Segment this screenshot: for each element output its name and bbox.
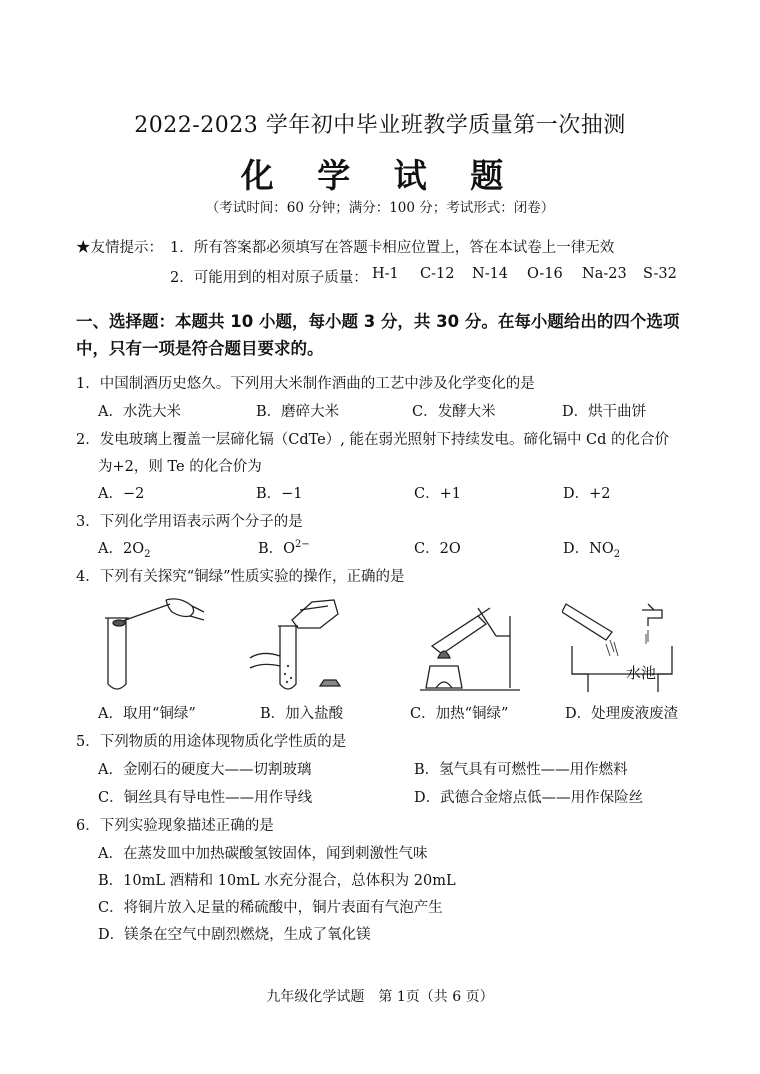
question-4-stem: 4．下列有关探究“铜绿”性质实验的操作，正确的是 xyxy=(76,569,405,585)
tip-2: 2．可能用到的相对原子质量： xyxy=(170,270,368,286)
tips-label: ★友情提示： xyxy=(76,240,163,256)
question-4-option-c: C．加热“铜绿” xyxy=(410,706,509,722)
exam-title: 2022-2023 学年初中毕业班教学质量第一次抽测 xyxy=(134,113,626,138)
question-5-option-b: B．氢气具有可燃性——用作燃料 xyxy=(414,762,628,778)
figure-sink-icon xyxy=(562,596,682,696)
question-4-option-b: B．加入盐酸 xyxy=(260,706,344,722)
atomic-mass: Na-23 xyxy=(582,266,627,282)
superscript: 2− xyxy=(295,539,310,551)
option-text: A．2O xyxy=(98,541,145,557)
question-4-option-d: D．处理废液废渣 xyxy=(565,706,679,722)
question-6-option-a: A．在蒸发皿中加热碳酸氢铵固体，闻到刺激性气味 xyxy=(98,846,428,862)
atomic-mass: H-1 xyxy=(372,266,399,282)
sink-label: 水池 xyxy=(626,664,657,682)
question-1-option-a: A．水洗大米 xyxy=(98,404,181,420)
question-2-stem: 2．发电玻璃上覆盖一层碲化镉（CdTe）, 能在弱光照射下持续发电。碲化镉中 Cd 的化合价 xyxy=(76,432,670,448)
question-3-stem: 3．下列化学用语表示两个分子的是 xyxy=(76,514,303,530)
question-2-option-d: D．+2 xyxy=(563,486,611,502)
subscript: 2 xyxy=(613,548,621,560)
subject-title: 化 学 试 题 xyxy=(240,156,520,195)
question-6-option-b: B．10mL 酒精和 10mL 水充分混合，总体积为 20mL xyxy=(98,873,456,889)
question-6-option-c: C．将铜片放入足量的稀硫酸中，铜片表面有气泡产生 xyxy=(98,900,443,916)
exam-info: （考试时间：60 分钟；满分：100 分；考试形式：闭卷） xyxy=(205,200,555,216)
atomic-mass: C-12 xyxy=(420,266,455,282)
question-3-option-d xyxy=(563,537,620,560)
question-2-option-b: B．−1 xyxy=(256,486,303,502)
tip-1: 1．所有答案都必须填写在答题卡相应位置上，答在本试卷上一律无效 xyxy=(170,240,615,256)
question-2-option-a: A．−2 xyxy=(98,486,145,502)
subscript: 2 xyxy=(144,548,151,560)
atomic-mass: N-14 xyxy=(472,266,509,282)
question-6-stem: 6．下列实验现象描述正确的是 xyxy=(76,818,274,834)
figure-heat-powder-icon xyxy=(416,596,526,696)
question-1-option-d: D．烘干曲饼 xyxy=(562,404,647,420)
question-3-option-a xyxy=(98,537,150,560)
atomic-mass: S-32 xyxy=(643,266,677,282)
question-1-option-b: B．磨碎大米 xyxy=(256,404,340,420)
figure-add-acid-icon xyxy=(240,596,350,696)
question-5-option-a: A．金刚石的硬度大——切割玻璃 xyxy=(98,762,312,778)
question-6-option-d: D．镁条在空气中剧烈燃烧，生成了氧化镁 xyxy=(98,927,371,943)
question-2-stem-cont: 为+2，则 Te 的化合价为 xyxy=(98,459,262,475)
option-text: B．O xyxy=(258,541,296,557)
option-text: D．NO xyxy=(563,541,614,557)
question-3-option-c: C．2O xyxy=(414,541,461,557)
figure-take-powder-icon xyxy=(100,596,210,696)
question-5-option-d: D．武德合金熔点低——用作保险丝 xyxy=(414,790,644,806)
question-1-stem: 1．中国制酒历史悠久。下列用大米制作酒曲的工艺中涉及化学变化的是 xyxy=(76,376,535,392)
question-5-option-c: C．铜丝具有导电性——用作导线 xyxy=(98,790,313,806)
page-footer: 九年级化学试题 第 1页（共 6 页） xyxy=(266,989,494,1005)
question-3-option-b xyxy=(258,537,310,558)
question-4-option-a: A．取用“铜绿” xyxy=(98,706,196,722)
atomic-mass: O-16 xyxy=(527,266,563,282)
question-1-option-c: C．发酵大米 xyxy=(412,404,496,420)
question-5-stem: 5．下列物质的用途体现物质化学性质的是 xyxy=(76,734,347,750)
section-heading: 一、选择题：本题共 10 小题，每小题 3 分，共 30 分。在每小题给出的四个选项中，只有一项是符合题目要求的。 xyxy=(76,312,680,358)
question-2-option-c: C．+1 xyxy=(414,486,461,502)
